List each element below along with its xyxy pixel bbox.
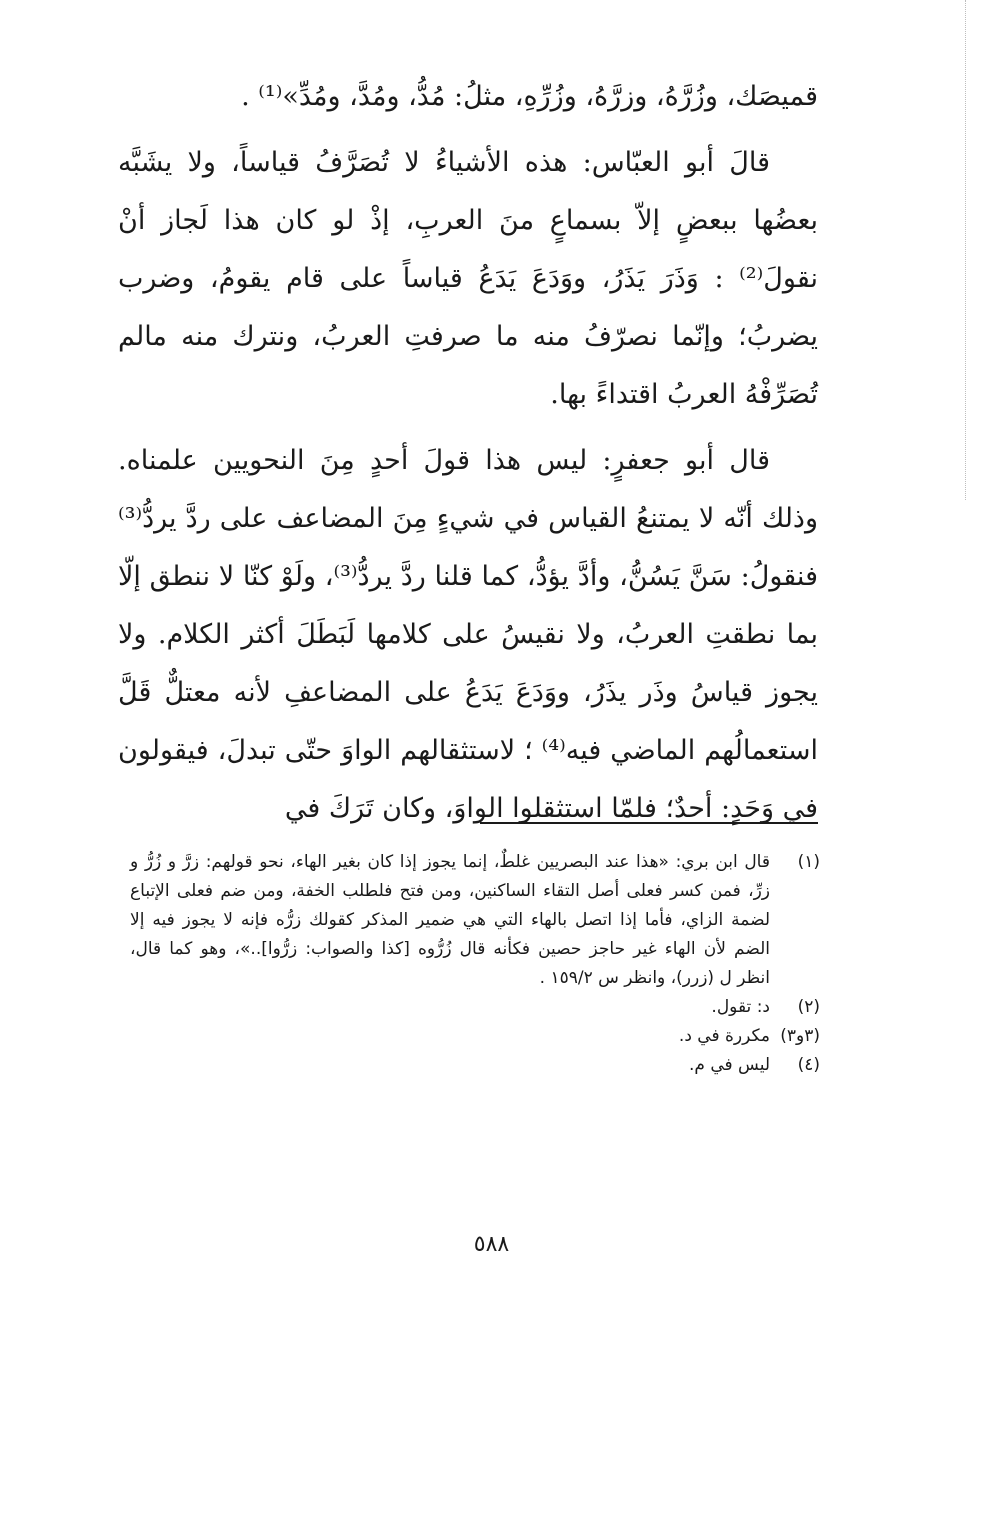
footnote-number: (٢): [797, 997, 820, 1017]
footnote-number: (١): [797, 852, 820, 872]
paragraph-abu-al-abbas: قالَ أبو العبّاس: هذه الأشياءُ لا تُصَرَّفُ قياساً، ولا يشَبَّه بعضُها ببعضٍ إلاّ بسماعٍ منَ العربِ، إذْ لو كان هذا لَجاز أنْ نقولَ⁽²⁾ : وَذَرَ يَذَرُ، ووَدَعَ يَدَعُ قياساً على قام يقومُ، وضرب يضربُ؛ وإنّما نصرّفُ منه ما صرفتِ العربُ، ونترك منه مالم تُصَرِّفْهُ العربُ اقتداءً بها.: [118, 147, 818, 410]
footnote: [130, 993, 820, 1022]
paragraph-continuation: قميصَك، وزُرَّهُ، وزرَّهُ، وزُرِّهِ، مثلُ: مُدُّ، ومُدَّ، ومُدِّ»⁽¹⁾ .: [241, 81, 818, 112]
footnote-separator: [480, 822, 818, 824]
page-edge-mark: [965, 0, 966, 500]
main-text: [118, 68, 818, 838]
footnote-text: د: تقول.: [711, 997, 770, 1017]
footnote-number: (٣و٣): [780, 1026, 820, 1046]
footnotes: [130, 848, 820, 1080]
footnote-number: (٤): [797, 1055, 820, 1075]
footnote-text: ليس في م.: [688, 1055, 770, 1075]
footnote: [130, 848, 820, 993]
page-number: ٥٨٨: [473, 1232, 510, 1257]
footnote-text: مكررة في د.: [678, 1026, 770, 1046]
paragraph-abu-jafar: قال أبو جعفرٍ: ليس هذا قولَ أحدٍ مِنَ النحويين علمناه. وذلك أنّه لا يمتنعُ القياس في شيءٍ مِنَ المضاعف على ردَّ يردُّ⁽³⁾ فنقولُ: سَنَّ يَسُنُّ، وأدَّ يؤدُّ، كما قلنا ردَّ يردُّ⁽³⁾، ولَوْ كنّا لا ننطق إلّا بما نطقتِ العربُ، ولا نقيسُ على كلامها لَبَطَلَ أكثر الكلام. ولا يجوز قياسُ وذَر يذَرُ، ووَدَعَ يَدَعُ على المضاعفِ لأنه معتلٌّ قَلَّ استعمالُهم الماضي فيه⁽⁴⁾ ؛ لاستثقالهم الواوَ حتّى تبدلَ، فيقولون في وَحَدٍ: أحدٌ؛ فلمّا استثقلوا الواوَ، وكان تَرَكَ في: [118, 445, 818, 824]
footnote: [130, 1022, 820, 1051]
footnote-text: قال ابن بري: «هذا عند البصريين غلطٌ، إنما يجوز إذا كان بغير الهاء، نحو قولهم: زرَّ و زُرُّ و زرِّ، فمن كسر فعلى أصل التقاء الساكنين، ومن فتح فلطلب الخفة، ومن ضم فعلى الإتباع لضمة الزاي، فأما إذا اتصل بالهاء التي هي ضمير المذكر كقولك زرُّه فإنه لا يجوز فيه إلا الضم لأن الهاء غير حاجز حصين فكأنه قال زُرُّوه [كذا والصواب: زرُّوا]..»، وهو كما قال، انظر ل (زرر)، وانظر س ١٥٩/٢ .: [130, 852, 770, 988]
footnote: [130, 1051, 820, 1080]
